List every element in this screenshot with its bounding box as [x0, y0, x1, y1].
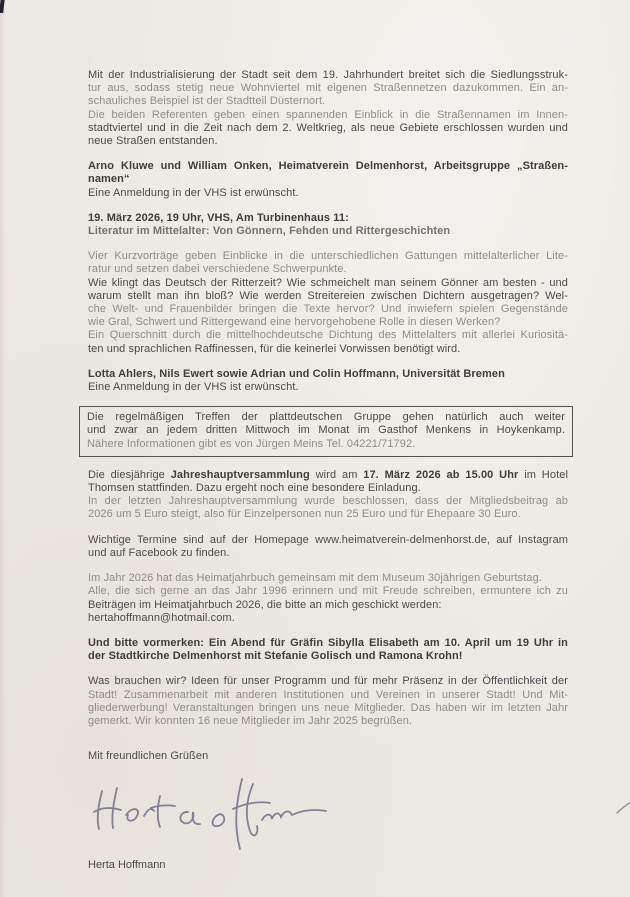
text-line: gliederwerbung! Veranstaltungen bringen uns neue Mitglieder. Das haben wir im letzten Jahr	[88, 701, 568, 714]
text-line: Stadt! Zusammenarbeit mit anderen Institutionen und Vereinen in unserer Stadt! Und Mit-	[88, 688, 568, 701]
text-line: warum stellt man ihn bloß? Wie werden Streitereien zwischen Dichtern ausgetragen? Wel-	[88, 289, 568, 302]
text-line: Thomsen stattfinden. Dazu ergeht noch eine besondere Einladung.	[88, 482, 421, 495]
text-line: Arno Kluwe und William Onken, Heimatverein Delmenhorst, Arbeitsgruppe „Straßen-	[88, 160, 568, 173]
text-line: In der letzten Jahreshauptversammlung wurde beschlossen, dass der Mitgliedsbeitrag ab	[88, 495, 568, 508]
signature-typed-name: Herta Hoffmann	[88, 859, 166, 872]
text-line: Was brauchen wir? Ideen für unser Programm und für mehr Präsenz in der Öffentlichkeit der	[88, 675, 568, 688]
text-line: Beiträgen im Heimatjahrbuch 2026, die bitte an mich geschickt werden:	[88, 598, 442, 611]
text-line: schauliches Beispiel ist der Stadtteil Düsternort.	[88, 95, 326, 108]
text-line: che Welt- und Frauenbilder bringen die Texte hervor? Und inwiefern spielen Gegenstände	[88, 303, 568, 316]
text-line: Mit der Industrialisierung der Stadt seit dem 19. Jahrhundert breitet sich die Siedlungsstruk-	[88, 69, 568, 81]
signature-handwriting	[90, 775, 568, 859]
text-line: Ein Querschnitt durch die mittelhochdeutsche Dichtung des Mittelalters mit allerlei Kuriositä-	[88, 329, 568, 342]
text-line: tur aus, sodass stetig neue Wohnviertel mit eigenen Straßennetzen dazukommen. Ein an-	[88, 82, 568, 95]
text-line: ten und sprachlichen Raffinessen, für die keinerlei Vorwissen benötigt wird.	[88, 342, 461, 355]
paragraph-was-brauchen-wir	[88, 675, 568, 728]
text-line: Literatur im Mittelalter: Von Gönnern, Fehden und Rittergeschichten	[88, 225, 451, 238]
text-line: ratur und setzen dabei verschiedene Schwerpunkte.	[88, 263, 347, 276]
text-line: und auf Facebook zu finden.	[88, 546, 230, 559]
scan-edge-shadow	[0, 0, 6, 897]
paragraph-kurzvortraege	[88, 250, 568, 356]
text-line: stadtviertel und in die Zeit nach dem 2. Weltkrieg, als neue Gebiete erschlossen wurden und	[88, 121, 568, 134]
text-line: Die regelmäßigen Treffen der plattdeutschen Gruppe gehen natürlich auch weiter	[87, 411, 565, 424]
closing-salutation	[88, 750, 568, 763]
text-line: Mit freundlichen Grüßen	[88, 750, 209, 763]
text-line: gemerkt. Wir konnten 16 neue Mitglieder im Jahr 2025 begrüßen.	[88, 714, 413, 727]
text-line: Alle, die sich gerne an das Jahr 1996 erinnern und mit Freude schreiben, ermuntere ich zu	[88, 585, 568, 598]
text-line: Eine Anmeldung in der VHS ist erwünscht.	[88, 186, 299, 199]
pen-stray-mark	[616, 800, 630, 816]
paragraph-referenten-strassennamen	[88, 160, 568, 200]
text-line: 2026 um 5 Euro steigt, also für Einzelpersonen nun 25 Euro und für Ehepaare 30 Euro.	[88, 508, 521, 521]
text-line: Wie klingt das Deutsch der Ritterzeit? Wie schmeichelt man seinem Gönner am besten - und	[88, 276, 568, 289]
text-line: Vier Kurzvorträge geben Einblicke in die unterschiedlichen Gattungen mittelalterlicher Lite-	[88, 250, 568, 263]
paragraph-referenten-bremen	[88, 368, 568, 394]
paragraph-jahreshauptversammlung	[88, 469, 568, 522]
text-line: hertahoffmann@hotmail.com.	[88, 611, 235, 624]
text-line: Eine Anmeldung in der VHS ist erwünscht.	[88, 381, 299, 394]
text-line: Die diesjährige Jahreshauptversammlung wird am 17. März 2026 ab 15.00 Uhr im Hotel	[88, 468, 568, 481]
text-line: Und bitte vormerken: Ein Abend für Gräfin Sibylla Elisabeth am 10. April um 19 Uhr in	[88, 636, 568, 649]
text-line: 19. März 2026, 19 Uhr, VHS, Am Turbinenhaus 11:	[88, 211, 349, 224]
paragraph-industrialisierung	[88, 69, 568, 148]
text-line: Im Jahr 2026 hat das Heimatjahrbuch gemeinsam mit dem Museum 30jährigen Geburtstag.	[88, 572, 543, 585]
text-line: Lotta Ahlers, Nils Ewert sowie Adrian und Colin Hoffmann, Universität Bremen	[88, 367, 505, 380]
text-line: namen“	[88, 173, 130, 186]
text-line: wie Gral, Schwert und Rittergewand eine hervorgehobene Rolle in diesen Werken?	[88, 316, 501, 329]
text-line: und zwar an jedem dritten Mittwoch im Monat im Gasthof Menkens in Hoykenkamp.	[87, 424, 565, 437]
text-line: neue Straßen entstanden.	[88, 135, 218, 148]
boxed-note-plattdeutsche-gruppe	[79, 406, 573, 457]
paragraph-heimatjahrbuch	[88, 572, 568, 625]
text-line: der Stadtkirche Delmenhorst mit Stefanie Golisch und Ramona Krohn!	[88, 650, 463, 663]
paragraph-vormerken-graefin-sibylla	[88, 637, 568, 663]
text-line: Nähere Informationen gibt es von Jürgen Meins Tel. 04221/71792.	[87, 437, 416, 450]
event-heading-literatur	[88, 212, 568, 238]
paragraph-termine-homepage	[88, 534, 568, 560]
text-line: Die beiden Referenten geben einen spannenden Einblick in die Straßennamen im Innen-	[88, 108, 568, 121]
text-line: Wichtige Termine sind auf der Homepage www.heimatverein-delmenhorst.de, auf Instagram	[88, 533, 568, 546]
letter-body	[88, 69, 568, 873]
